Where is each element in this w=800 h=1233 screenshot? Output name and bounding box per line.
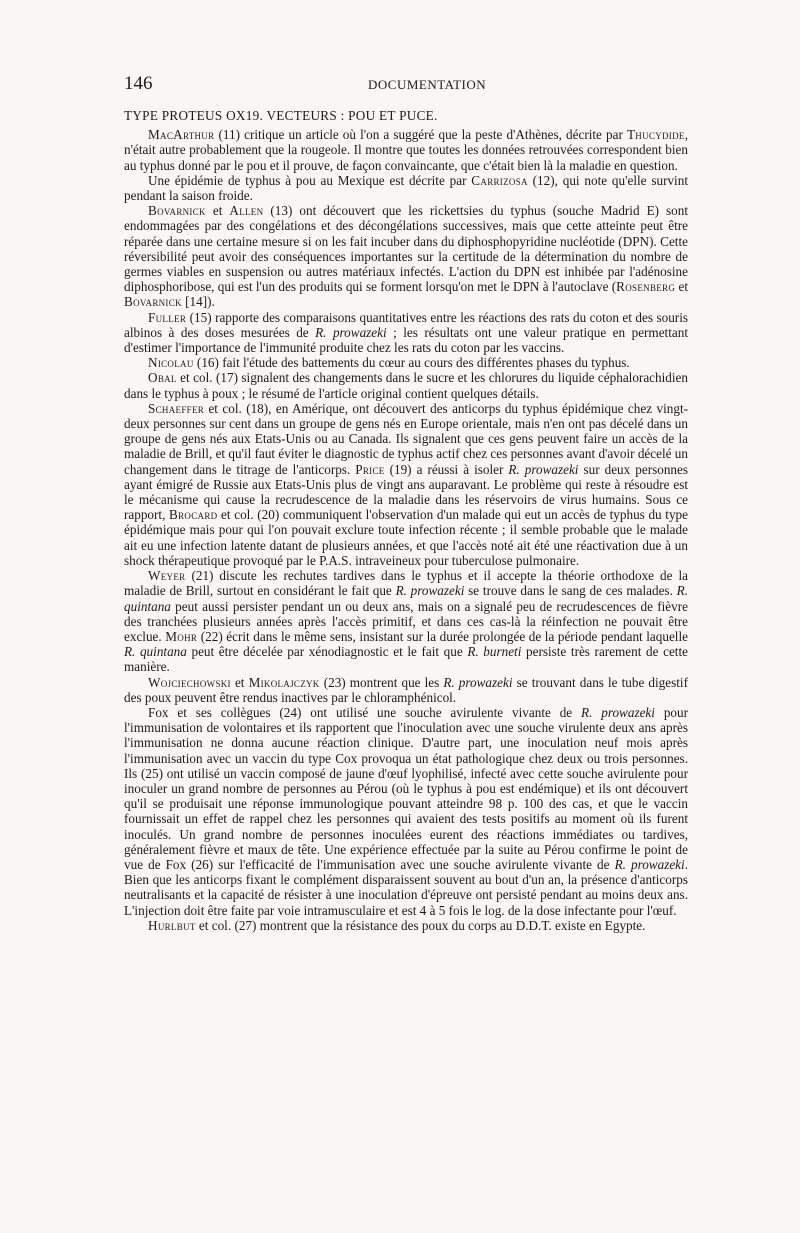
author-name: Price	[355, 461, 385, 477]
paragraph	[124, 203, 688, 309]
text-run: (19) a réussi à isoler	[384, 461, 509, 477]
paragraph	[124, 705, 688, 918]
page-number: 146	[124, 73, 153, 94]
text-run: et col. (18), en Amérique, ont découvert des anticorps du typhus épidémique chez vingt-deux personnes sur cent dans un groupe de gens nés en Europe orientale, mais n'en ont pas décelé dans un groupe de gens nés aux Etats-Unis ou au Canada. Ils signalent que ces gens peuvent faire un accès de la maladie de Brill, et qu'il faut éviter le diagnostic de typhus actif chez ces personnes avant d'avoir décelé un changement dans le titrage de l'anticorps.	[124, 400, 688, 477]
paragraph	[124, 355, 688, 370]
author-name: Schaeffer	[148, 400, 205, 416]
author-name: Mohr	[165, 628, 198, 644]
author-name: Brocard	[169, 507, 218, 523]
text-run: pour l'immunisation de volontaires et ils rapportent que l'inoculation avec une souche virulente deux ans après l'immunisation ne donna aucune réaction clinique. D'autre part, une inoculation neuf mois après l'immunisation avec un vaccin du type Cox provoqua un état pathologique chez deux ou trois personnes. Ils (25) ont utilisé un vaccin composé de jaune d'œuf lyophilisé, infecté avec cette souche avirulente pour inoculer un grand nombre de personnes au Pérou (où le typhus à pou est endémique) et ils ont découvert qu'il se produisait une réponse immunologique pouvant atteindre 98 p. 100 des cas, et que le vaccin fournissait un effet de rappel chez les personnes qui avaient des tests positifs au moment où ils furent inoculés. Un grand nombre de personnes inoculées eurent des réactions immédiates ou tardives, généralement fièvre et maux de tête. Une expérience effectuée par la suite au Pérou confirme le point de vue de Fox (26) sur l'efficacité de l'immunisation avec une souche avirulente vivante de	[124, 704, 688, 872]
page-header	[124, 73, 688, 95]
species-name: R. prowazeki	[508, 461, 579, 477]
text-run: (13) ont découvert que les rickettsies du typhus (souche Madrid E) sont endommagées par des congélations et des décongélations successives, mais que cette atteinte peut être réparée dans une certaine mesure si on les fait incuber dans du diphosphopyridine nucléotide (DPN). Cette réversibilité peut avoir des conséquences importantes sur la certitude de la détermination du nombre de germes viables en suspension ou autres matériaux infectés. L'action du DPN est inhibée par l'adénosine diphosphoribose, qui est l'un des produits qui se forment lorsqu'on met le DPN à l'autoclave (	[124, 203, 688, 295]
text-run: (11) critique un article où l'on a suggéré que la peste d'Athènes, décrite par	[214, 127, 627, 143]
species-name: R. prowazeki	[443, 674, 513, 690]
text-run: [14]).	[181, 294, 215, 310]
text-run: ; les résultats ont une valeur pratique en permettant d'estimer l'importance de l'immunité produite chez les rats du coton par les vaccins.	[124, 324, 688, 356]
text-run: se trouve dans le sang de ces malades.	[464, 583, 677, 599]
species-name: R. burneti	[467, 644, 522, 660]
text-run: et	[230, 674, 249, 690]
species-name: R. quintana	[124, 644, 187, 660]
author-name: Weyer	[148, 568, 186, 584]
text-run: et	[205, 203, 230, 219]
text-run: (12), qui note qu'elle survint pendant la saison froide.	[124, 172, 688, 204]
paragraph	[124, 401, 688, 568]
species-name: R. prowazeki	[614, 856, 685, 872]
text-run: , n'était autre probablement que la rougeole. Il montre que toutes les données retrouvées correspondent bien au typhus donné par le pou et il prouve, de façon convaincante, que c'était bien là la maladie en question.	[124, 127, 688, 173]
text-run: (22) écrit dans le même sens, insistant sur la durée prolongée de la période pendant laquelle	[197, 628, 688, 644]
body-text	[124, 108, 688, 933]
text-run: (16) fait l'étude des battements du cœur au cours des différentes phases du typhus.	[193, 355, 630, 371]
species-name: R. quintana	[124, 583, 688, 614]
text-run: et col. (17) signalent des changements dans le sucre et les chlorures du liquide céphalorachidien dans le typhus à poux ; le résumé de l'article original contient quelques détails.	[124, 370, 688, 401]
species-name: R. prowazeki	[395, 583, 465, 599]
text-run: peut aussi persister pendant un ou deux ans, mais on a signalé peu de recrudescences de fièvre des tranchées plusieurs années après l'accès primitif, et dans ces cas-là la réinfection ne pouvait être exclue.	[124, 598, 688, 644]
author-name: MacArthur	[148, 127, 215, 143]
author-name: Carrizosa	[471, 172, 528, 188]
author-name: Thucydide	[626, 127, 685, 143]
paragraph	[124, 173, 688, 203]
author-name: Bovarnick	[124, 294, 182, 310]
author-name: Nicolau	[148, 355, 194, 371]
author-name: Bovarnick	[148, 203, 206, 219]
section-title: TYPE PROTEUS OX19. VECTEURS : POU ET PUCE.	[124, 108, 438, 123]
paragraph	[124, 370, 688, 400]
text-run: (23) montrent que les	[319, 674, 444, 690]
text-run: et col. (27) montrent que la résistance des poux du corps au D.D.T. existe en Egypte.	[195, 917, 646, 933]
text-run: sur deux personnes ayant émigré de Russie aux Etats-Unis plus de vingt ans auparavant. Le problème qui reste à résoudre est le mécanisme qui cause la recrudescence de la maladie dans les réservoirs de virus humains. Sous ce rapport,	[124, 461, 688, 523]
text-run: se trouvant dans le tube digestif des poux peuvent être rendus inactives par le chloramphénicol.	[124, 674, 688, 705]
text-run: Une épidémie de typhus à pou au Mexique est décrite par	[148, 172, 472, 188]
paragraph	[124, 918, 688, 933]
text-run: et	[675, 279, 688, 295]
paragraph	[124, 568, 688, 674]
text-run: peut être décelée par xénodiagnostic et le fait que	[186, 644, 468, 660]
paragraph-list	[124, 127, 688, 933]
text-run: et col. (20) communiquent l'observation d'un malade qui eut un accès de typhus du type épidémique mais pour qui l'on pouvait exclure toute infection récente ; il semble probable que le malade ait eu une infection latente datant de plusieurs années, et que l'accès noté ait été une réactivation due à un shock thérapeutique provoqué par le P.A.S. intraveineux pour tuberculose pulmonaire.	[124, 507, 688, 568]
author-name: Wojciechowski	[148, 674, 231, 690]
author-name: Mikolajczyk	[248, 674, 320, 690]
author-name: Hurlbut	[148, 917, 196, 933]
paragraph	[124, 127, 688, 173]
species-name: R. prowazeki	[315, 324, 387, 340]
text-run: persiste très rarement de cette manière.	[124, 644, 688, 675]
author-name: Obal	[148, 370, 177, 386]
species-name: R. prowazeki	[581, 704, 655, 720]
paragraph	[124, 675, 688, 705]
author-name: Rosenberg	[616, 279, 676, 295]
text-run: . Bien que les anticorps fixant le complément disparaissent souvent au bout d'un an, la présence d'anticorps neutralisants et la capacité de résister à une inoculation d'épreuve ont persisté pendant au moins deux ans. L'injection doit être faite par voie intramusculaire et est 4 à 5 fois le log. de la dose infectante pour l'œuf.	[124, 856, 688, 918]
text-run: (21) discute les rechutes tardives dans le typhus et il accepte la théorie orthodoxe de la maladie de Brill, surtout en considérant le fait que	[124, 568, 688, 599]
text-run: (15) rapporte des comparaisons quantitatives entre les réactions des rats du coton et des souris albinos à des doses mesurées de	[124, 309, 688, 340]
running-title: DOCUMENTATION	[368, 77, 487, 92]
paragraph	[124, 310, 688, 356]
author-name: Allen	[229, 203, 264, 219]
text-run: Fox et ses collègues (24) ont utilisé une souche avirulente vivante de	[148, 704, 582, 720]
author-name: Fuller	[148, 309, 187, 325]
